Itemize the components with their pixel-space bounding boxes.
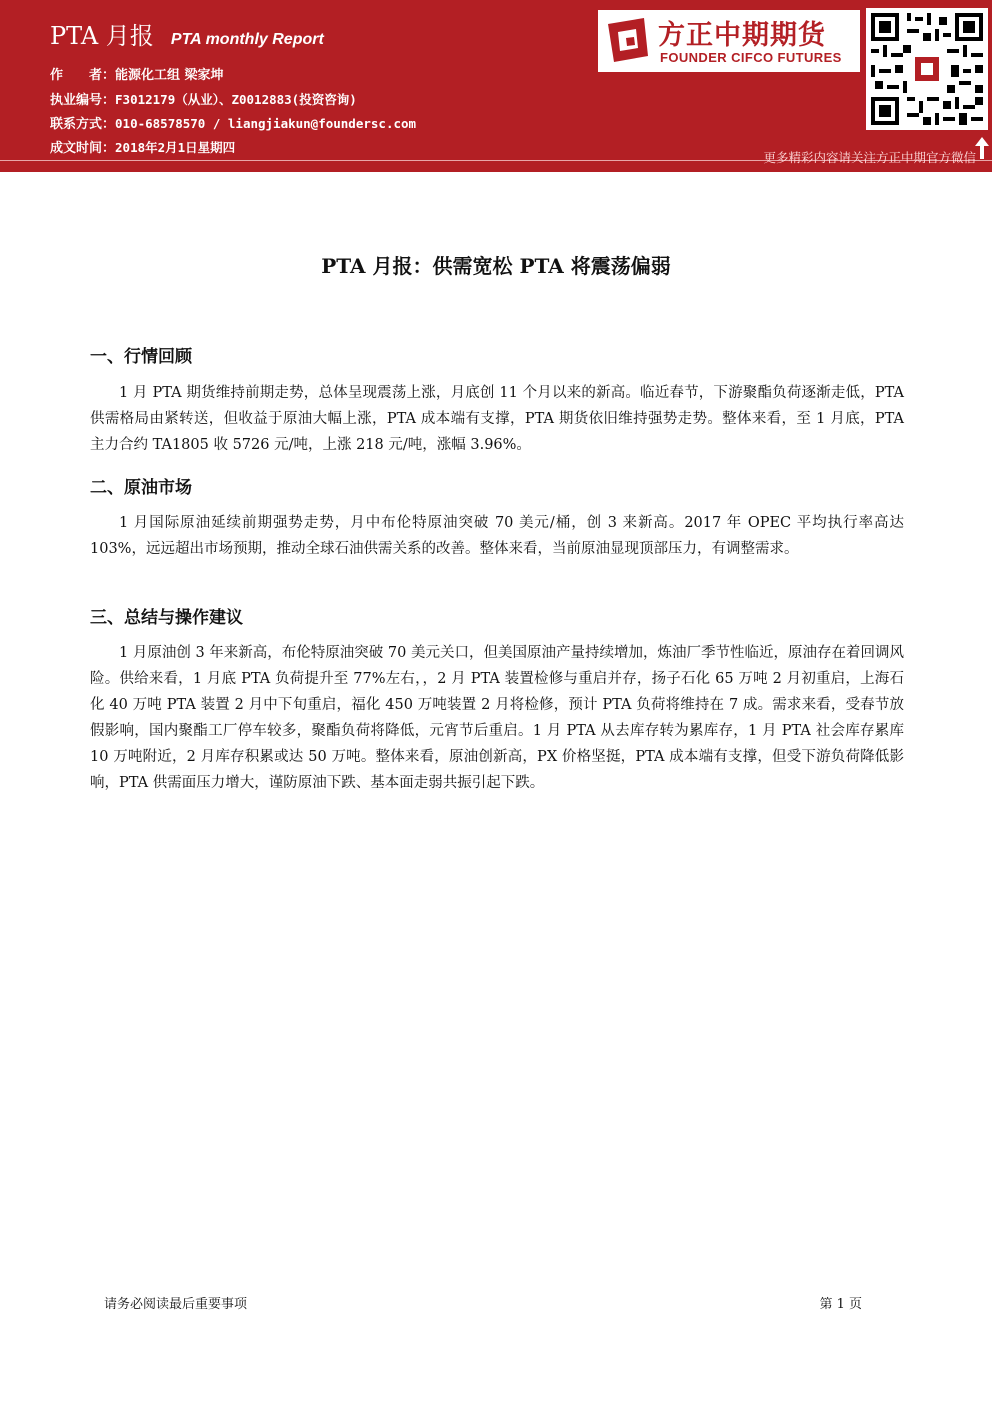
wechat-follow-note: 更多精彩内容请关注方正中期官方微信 (763, 150, 976, 165)
section-body-market-review: 1 月 PTA 期货维持前期走势，总体呈现震荡上涨，月底创 11 个月以来的新高。临近春节，下游聚酯负荷逐渐走低，PTA 供需格局由紧转送，但收益于原油大幅上涨，PTA 成本端有支撑，PTA 期货依旧维持强势走势。整体来看，至 1 月底，PTA 主力合约 TA1805 收 5726 元/吨，上涨 218 元/吨，涨幅 3.96%。 (90, 385, 904, 453)
report-title (50, 16, 324, 51)
license-label: 执业编号： (50, 93, 116, 108)
report-title-en: PTA monthly Report (170, 31, 324, 48)
qr-code-icon (871, 13, 983, 125)
author-label: 作 者： (50, 68, 116, 83)
wechat-qr-code[interactable] (866, 8, 988, 130)
logo-text-en: FOUNDER CIFCO FUTURES (660, 50, 842, 65)
report-title-zh: PTA 月报 (50, 22, 154, 50)
date-row (50, 136, 416, 160)
date-value: 2018年2月1日星期四 (115, 140, 236, 155)
logo-mark-icon (604, 16, 652, 66)
arrow-up-icon (974, 136, 990, 160)
header-banner (0, 0, 992, 172)
author-value: 能源化工组 梁家坤 (115, 68, 224, 83)
date-label: 成文时间： (50, 141, 116, 156)
author-row (50, 64, 416, 88)
license-value: F3012179（从业）、Z0012883(投资咨询) (115, 92, 357, 107)
section-heading-crude-oil: 二、原油市场 (90, 478, 192, 498)
section-heading-market-review: 一、行情回顾 (90, 347, 192, 367)
page-number: 第 1 页 (819, 1297, 862, 1312)
company-logo (598, 10, 860, 72)
section-body-crude-oil: 1 月国际原油延续前期强势走势，月中布伦特原油突破 70 美元/桶，创 3 来新高。2017 年 OPEC 平均执行率高达 103%，远远超出市场预期，推动全球石油供需关系的改善。整体来看，当前原油显现顶部压力，有调整需求。 (90, 515, 904, 557)
author-info (50, 64, 416, 160)
document-title: PTA 月报：供需宽松 PTA 将震荡偏弱 (321, 254, 671, 278)
logo-text-zh: 方正中期期货 (658, 20, 826, 51)
section-heading-summary: 三、总结与操作建议 (90, 608, 243, 628)
license-row (50, 88, 416, 112)
footer-disclaimer: 请务必阅读最后重要事项 (104, 1297, 248, 1312)
contact-value: 010-68578570 / liangjiakun@foundersc.com (115, 116, 417, 131)
section-body-summary: 1 月原油创 3 年来新高，布伦特原油突破 70 美元关口，但美国原油产量持续增加，炼油厂季节性临近，原油存在着回调风险。供给来看，1 月底 PTA 负荷提升至 77%左右，，2 月 PTA 装置检修与重启并存，扬子石化 65 万吨 2 月初重启，上海石化 40 万吨 PTA 装置 2 月中下旬重启，福化 450 万吨装置 2 月将检修，预计 PTA 负荷将维持在 7 成。需求来看，受春节放假影响，国内聚酯工厂停车较多，聚酯负荷将降低，元宵节后重启。1 月 PTA 从去库存转为累库存，1 月 PTA 社会库存累库 10 万吨附近，2 月库存积累或达 50 万吨。整体来看，原油创新高，PX 价格坚挺，PTA 成本端有支撑，但受下游负荷降低影响，PTA 供需面压力增大，谨防原油下跌、基本面走弱共振引起下跌。 (90, 645, 904, 791)
contact-row (50, 112, 416, 136)
contact-label: 联系方式： (50, 117, 116, 132)
